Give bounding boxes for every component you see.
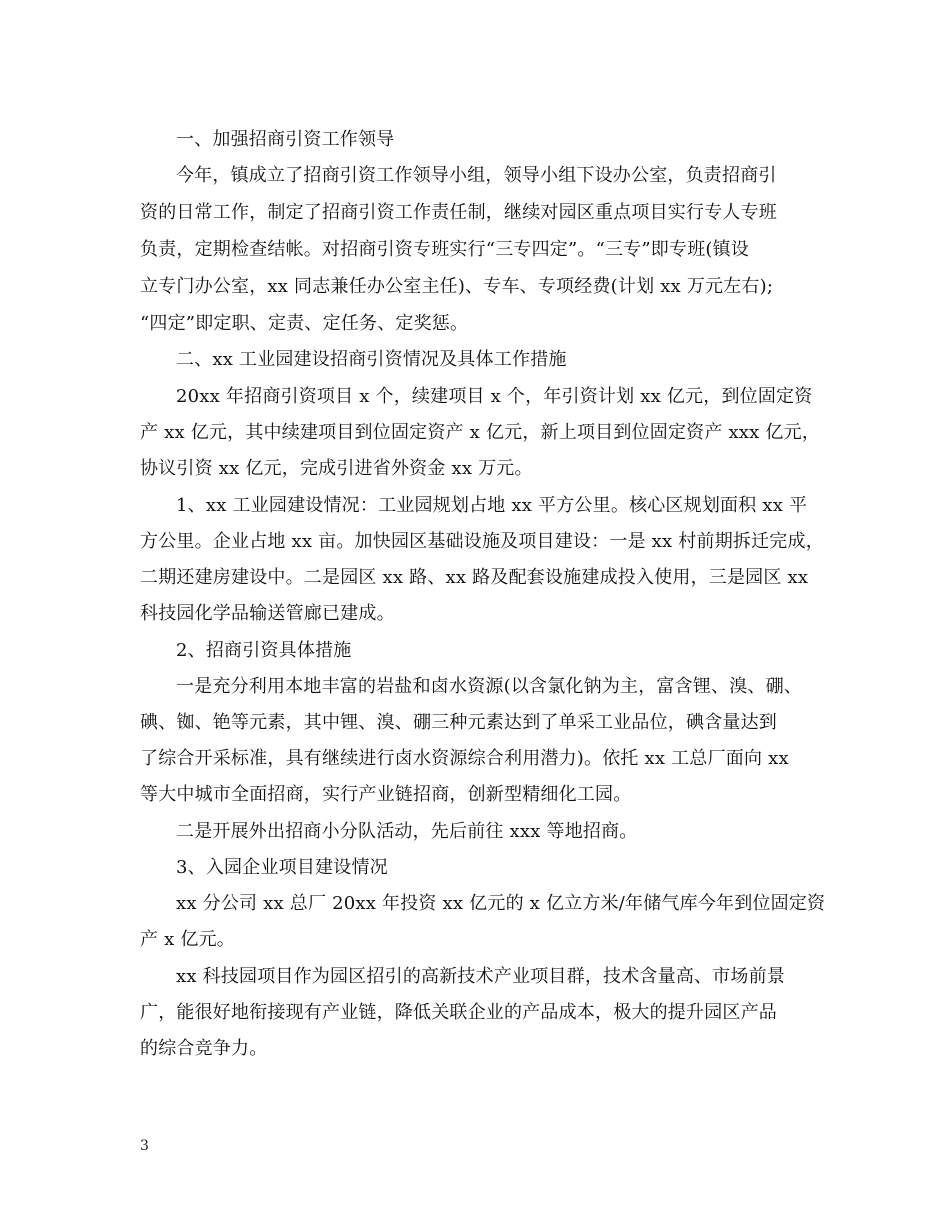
subsection-heading: 3、入园企业项目建设情况 bbox=[176, 857, 388, 878]
paragraph-line: 20xx 年招商引资项目 x 个，续建项目 x 个，年引资计划 xx 亿元，到位固定资 bbox=[176, 386, 813, 407]
page-number: 3 bbox=[140, 1138, 149, 1154]
paragraph-line: 等大中城市全面招商，实行产业链招商，创新型精细化工园。 bbox=[140, 784, 632, 805]
paragraph-line: 广，能很好地衔接现有产业链，降低关联企业的产品成本，极大的提升园区产品 bbox=[140, 1002, 777, 1023]
paragraph-line: xx 科技园项目作为园区招引的高新技术产业项目群，技术含量高、市场前景 bbox=[176, 966, 786, 987]
paragraph-line: 负责，定期检查结帐。对招商引资专班实行“三专四定”。“三专”即专班(镇设 bbox=[140, 239, 750, 260]
paragraph-line: 二期还建房建设中。二是园区 xx 路、xx 路及配套设施建成投入使用，三是园区 xx bbox=[140, 567, 809, 588]
paragraph-line: 了综合开采标准，具有继续进行卤水资源综合利用潜力)。依托 xx 工总厂面向 xx bbox=[140, 748, 789, 769]
paragraph-line: 的综合竞争力。 bbox=[140, 1038, 268, 1059]
subsection-heading: 2、招商引资具体措施 bbox=[176, 640, 352, 661]
paragraph-line: 1、xx 工业园建设情况：工业园规划占地 xx 平方公里。核心区规划面积 xx 平 bbox=[176, 495, 808, 516]
paragraph-line: xx 分公司 xx 总厂 20xx 年投资 xx 亿元的 x 亿立方米/年储气库今年到位固定资 bbox=[176, 893, 826, 914]
section-heading-1: 一、加强招商引资工作领导 bbox=[176, 129, 395, 150]
paragraph-line: 今年，镇成立了招商引资工作领导小组，领导小组下设办公室，负责招商引 bbox=[176, 165, 777, 186]
paragraph-line: 方公里。企业占地 xx 亩。加快园区基础设施及项目建设：一是 xx 村前期拆迁完成， bbox=[140, 531, 824, 552]
paragraph-line: 协议引资 xx 亿元，完成引进省外资金 xx 万元。 bbox=[140, 458, 533, 479]
section-heading-2: 二、xx 工业园建设招商引资情况及具体工作措施 bbox=[176, 349, 567, 370]
paragraph-line: 科技园化学品输送管廊已建成。 bbox=[140, 603, 395, 624]
paragraph-line: 资的日常工作，制定了招商引资工作责任制，继续对园区重点项目实行专人专班 bbox=[140, 202, 777, 223]
paragraph-line: 产 xx 亿元，其中续建项目到位固定资产 x 亿元，新上项目到位固定资产 xxx 亿元， bbox=[140, 422, 821, 443]
paragraph-line: “四定”即定职、定责、定任务、定奖惩。 bbox=[140, 313, 469, 334]
paragraph-line: 产 x 亿元。 bbox=[140, 929, 235, 950]
paragraph-line: 二是开展外出招商小分队活动，先后前往 xxx 等地招商。 bbox=[176, 821, 638, 842]
paragraph-line: 碘、铷、铯等元素，其中锂、溴、硼三种元素达到了单采工业品位，碘含量达到 bbox=[140, 712, 777, 733]
paragraph-line: 立专门办公室，xx 同志兼任办公室主任)、专车、专项经费(计划 xx 万元左右); bbox=[140, 276, 774, 297]
paragraph-line: 一是充分利用本地丰富的岩盐和卤水资源(以含氯化钠为主，富含锂、溴、硼、 bbox=[176, 676, 803, 697]
